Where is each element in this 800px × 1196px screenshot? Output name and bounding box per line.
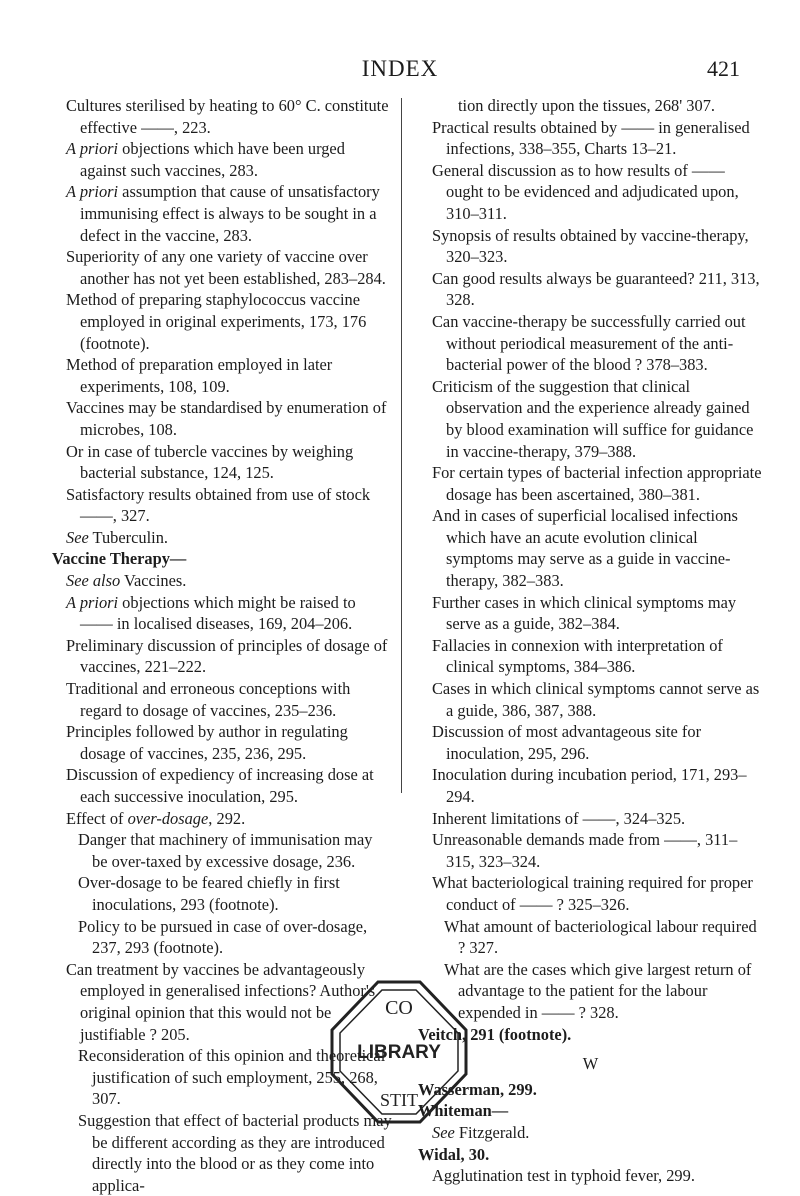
entry-text: Agglutination test in typhoid fever, 299. xyxy=(432,1166,695,1186)
stamp-top-text: CO xyxy=(385,997,413,1019)
entry-text: Can treatment by vaccines be advantageously employed in generalised infections? Author's original opinion that this would not be justifiable ? 205. xyxy=(66,959,376,1044)
index-entry xyxy=(52,678,392,721)
index-entry xyxy=(418,635,763,678)
entry-text: Practical results obtained by —— in generalised infections, 338–355, Charts 13–21. xyxy=(432,117,750,159)
index-entry xyxy=(418,764,763,807)
entry-text: Fallacies in connexion with interpretation of clinical symptoms, 384–386. xyxy=(432,635,723,677)
index-entry xyxy=(52,592,392,635)
index-entry xyxy=(418,462,763,505)
index-entry xyxy=(52,635,392,678)
index-entry xyxy=(52,95,392,138)
index-entry xyxy=(418,592,763,635)
stamp-bottom-text: STIT xyxy=(380,1090,418,1110)
page-title: INDEX xyxy=(361,56,439,81)
index-entry xyxy=(418,872,763,915)
page-number: 421 xyxy=(707,56,740,81)
entry-text: Suggestion that effect of bacterial products may be different according as they are introduced directly into the blood or as they come into applica- xyxy=(78,1110,392,1195)
index-entry xyxy=(418,505,763,591)
entry-text: Vaccine Therapy— xyxy=(52,549,187,569)
entry-text: Cases in which clinical symptoms cannot serve as a guide, 386, 387, 388. xyxy=(432,679,760,720)
entry-text: objections which have been urged against such vaccines, 283. xyxy=(80,139,345,180)
index-entry xyxy=(418,311,763,376)
entry-text: Synopsis of results obtained by vaccine-therapy, 320–323. xyxy=(432,225,749,267)
entry-text: What are the cases which give largest return of advantage to the patient for the labour expended in —— ? 328. xyxy=(444,959,752,1022)
entry-italic: over-dosage xyxy=(127,808,209,828)
entry-text: Satisfactory results obtained from use of stock ——, 327. xyxy=(66,484,371,526)
entry-text: Method of preparing staphylococcus vaccine employed in original experiments, 173, 176 (footnote). xyxy=(66,290,367,353)
index-entry xyxy=(52,916,392,959)
index-entry xyxy=(418,1165,763,1187)
index-entry xyxy=(52,441,392,484)
entry-text: assumption that cause of unsatisfactory immunising effect is always to be sought in a defect in the vaccine, 283. xyxy=(80,182,380,245)
index-entry xyxy=(418,808,763,830)
column-divider xyxy=(401,98,402,793)
entry-text: Over-dosage to be feared chiefly in first inoculations, 293 (footnote). xyxy=(78,873,340,914)
entry-text: Whiteman— xyxy=(418,1101,509,1121)
entry-text: Danger that machinery of immunisation may be over-taxed by excessive dosage, 236. xyxy=(78,830,373,871)
index-entry xyxy=(52,246,392,289)
index-entry xyxy=(418,160,763,225)
entry-text: Vaccines may be standardised by enumeration of microbes, 108. xyxy=(66,398,387,439)
entry-text: objections which might be raised to —— in localised diseases, 169, 204–206. xyxy=(80,592,356,634)
entry-text: Preliminary discussion of principles of dosage of vaccines, 221–222. xyxy=(66,635,388,677)
index-entry xyxy=(418,678,763,721)
index-entry xyxy=(418,721,763,764)
entry-text: Traditional and erroneous conceptions with regard to dosage of vaccines, 235–236. xyxy=(66,679,351,720)
entry-text: Can good results always be guaranteed? 211, 313, 328. xyxy=(432,268,760,310)
index-entry xyxy=(418,268,763,311)
index-entry xyxy=(418,916,763,959)
entry-prefix: See xyxy=(66,527,89,547)
index-entry xyxy=(418,225,763,268)
index-entry xyxy=(52,397,392,440)
entry-prefix: See xyxy=(432,1122,455,1142)
index-entry xyxy=(52,721,392,764)
entry-text: , 292. xyxy=(208,808,246,828)
entry-text: Veitch, 291 (footnote). xyxy=(418,1024,572,1044)
entry-text: tion directly upon the tissues, 268' 307. xyxy=(458,96,715,115)
index-entry xyxy=(52,872,392,915)
entry-text: Vaccines. xyxy=(120,571,187,591)
entry-text: Or in case of tubercle vaccines by weighing bacterial substance, 124, 125. xyxy=(66,441,354,483)
entry-text: Discussion of most advantageous site for inoculation, 295, 296. xyxy=(432,722,702,763)
index-entry xyxy=(52,181,392,246)
index-entry xyxy=(52,484,392,527)
index-entry xyxy=(52,354,392,397)
entry-text: Wasserman, 299. xyxy=(418,1079,537,1099)
section-letter: W xyxy=(582,1054,599,1074)
entry-text: What amount of bacteriological labour required ? 327. xyxy=(444,916,757,958)
entry-text: Criticism of the suggestion that clinical observation and the experience already gained by blood examination will suffice for guidance in vaccine-therapy, 379–388. xyxy=(432,376,754,461)
entry-prefix: See also xyxy=(66,571,121,591)
entry-text: Principles followed by author in regulating dosage of vaccines, 235, 236, 295. xyxy=(66,722,348,763)
entry-text: Fitzgerald. xyxy=(454,1122,530,1142)
index-entry xyxy=(418,95,763,117)
index-entry xyxy=(418,829,763,872)
entry-prefix: A priori xyxy=(66,139,119,159)
entry-text: Method of preparation employed in later experiments, 108, 109. xyxy=(66,355,333,396)
entry-text: Further cases in which clinical symptoms may serve as a guide, 382–384. xyxy=(432,592,737,634)
entry-prefix: A priori xyxy=(66,592,119,612)
entry-text: Tuberculin. xyxy=(88,527,168,547)
index-heading xyxy=(418,1144,763,1166)
index-entry xyxy=(418,117,763,160)
index-entry xyxy=(52,527,392,549)
entry-prefix: Effect of xyxy=(66,808,128,828)
page-header xyxy=(0,56,800,86)
index-entry xyxy=(52,289,392,354)
entry-prefix: A priori xyxy=(66,182,119,202)
library-stamp xyxy=(328,978,470,1126)
index-entry xyxy=(52,138,392,181)
entry-text: Discussion of expediency of increasing dose at each successive inoculation, 295. xyxy=(66,765,374,806)
stamp-library-text: LIBRARY xyxy=(357,1042,441,1063)
entry-text: What bacteriological training required for proper conduct of —— ? 325–326. xyxy=(432,873,753,914)
entry-text: Cultures sterilised by heating to 60° C. constitute effective ——, 223. xyxy=(66,96,389,137)
index-heading xyxy=(52,548,392,570)
entry-text: For certain types of bacterial infection appropriate dosage has been ascertained, 380–381. xyxy=(432,463,762,504)
entry-text: Widal, 30. xyxy=(418,1144,490,1164)
entry-text: Superiority of any one variety of vaccine over another has not yet been established, 283–284. xyxy=(66,247,386,288)
entry-text: Reconsideration of this opinion and theoretical justification of such employment, 255, 268, 307. xyxy=(78,1046,386,1109)
entry-text: Unreasonable demands made from ——, 311–315, 323–324. xyxy=(432,830,738,871)
entry-text: Inoculation during incubation period, 171, 293–294. xyxy=(432,765,747,806)
entry-text: And in cases of superficial localised infections which have an acute evolution clinical symptoms may serve as a guide in vaccine-therapy, 382–383. xyxy=(432,506,738,591)
entry-text: General discussion as to how results of —— ought to be evidenced and adjudicated upon, 310–311. xyxy=(432,160,739,223)
entry-text: Can vaccine-therapy be successfully carried out without periodical measurement of the anti-bacterial power of the blood ? 378–383. xyxy=(432,311,746,375)
entry-text: Policy to be pursued in case of over-dosage, 237, 293 (footnote). xyxy=(78,916,368,958)
index-entry xyxy=(52,808,392,830)
index-entry xyxy=(52,829,392,872)
entry-text: Inherent limitations of ——, 324–325. xyxy=(432,808,686,828)
index-entry xyxy=(52,570,392,592)
index-entry xyxy=(52,764,392,807)
index-entry xyxy=(418,376,763,462)
